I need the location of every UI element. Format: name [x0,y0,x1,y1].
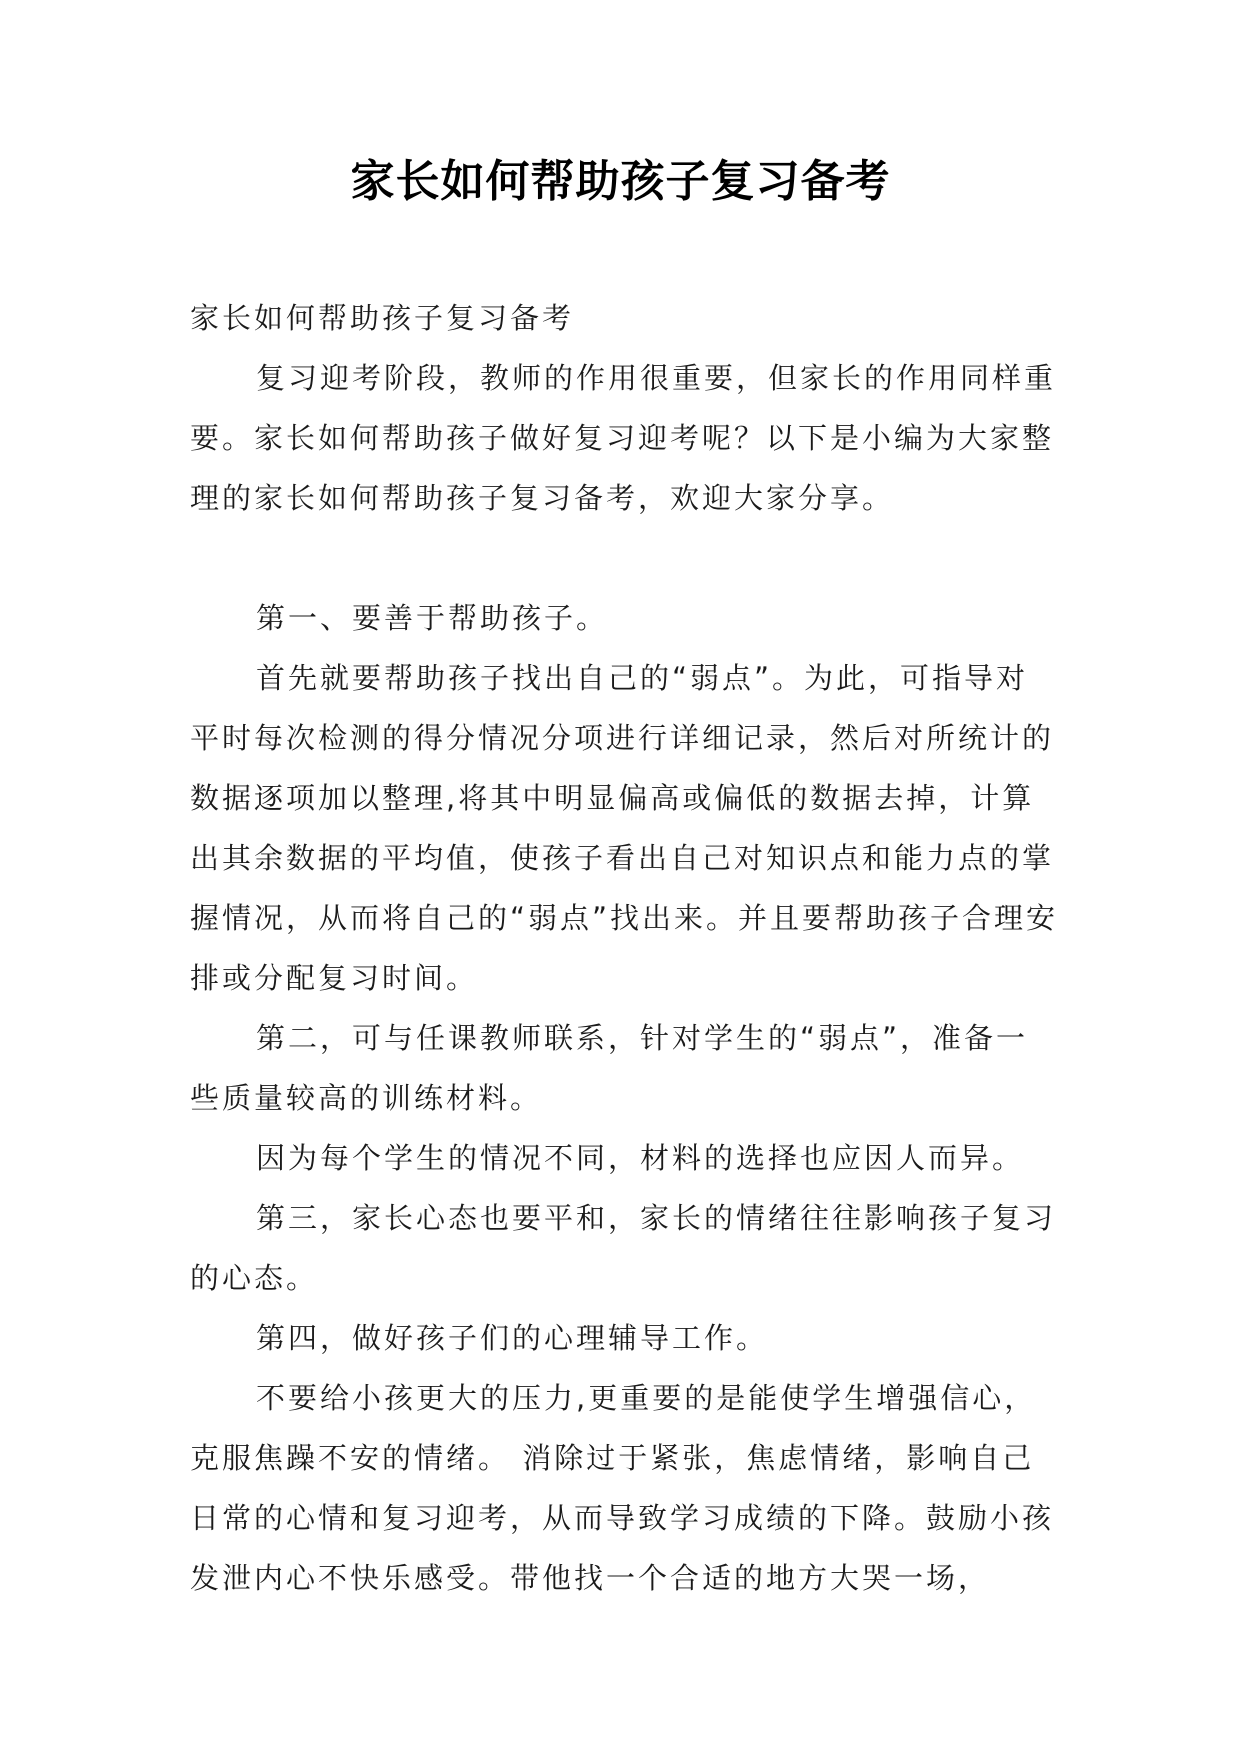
paragraph-intro: 复习迎考阶段，教师的作用很重要，但家长的作用同样重要。家长如何帮助孩子做好复习迎考呢？以下是小编为大家整理的家长如何帮助孩子复习备考，欢迎大家分享。 [190,361,1057,515]
document-body [190,288,1060,1608]
paragraph-point-1-heading: 第一、要善于帮助孩子。 [256,601,609,635]
paragraph-point-3: 第三，家长心态也要平和，家长的情绪往往影响孩子复习的心态。 [190,1201,1057,1295]
paragraph-gap [190,528,1060,588]
paragraph-point-2-heading: 第二，可与任课教师联系，针对学生的“弱点”，准备一些质量较高的训练材料。 [190,1021,1029,1115]
paragraph-point-4-body: 不要给小孩更大的压力,更重要的是能使学生增强信心，克服焦躁不安的情绪。 消除过于紧张，焦虑情绪，影响自己日常的心情和复习迎考，从而导致学习成绩的下降。鼓励小孩发泄内心不快乐感受。带他找一个合适的地方大哭一场， [190,1381,1055,1595]
document-subtitle: 家长如何帮助孩子复习备考 [190,301,575,335]
paragraph-point-2-body: 因为每个学生的情况不同，材料的选择也应因人而异。 [256,1141,1025,1175]
document-title: 家长如何帮助孩子复习备考 [350,156,891,207]
paragraph-point-4-heading: 第四，做好孩子们的心理辅导工作。 [256,1321,769,1355]
paragraph-point-1-body: 首先就要帮助孩子找出自己的“弱点”。为此，可指导对平时每次检测的得分情况分项进行详细记录，然后对所统计的数据逐项加以整理,将其中明显偏高或偏低的数据去掉，计算出其余数据的平均值，使孩子看出自己对知识点和能力点的掌握情况，从而将自己的“弱点”找出来。并且要帮助孩子合理安排或分配复习时间。 [190,661,1059,995]
